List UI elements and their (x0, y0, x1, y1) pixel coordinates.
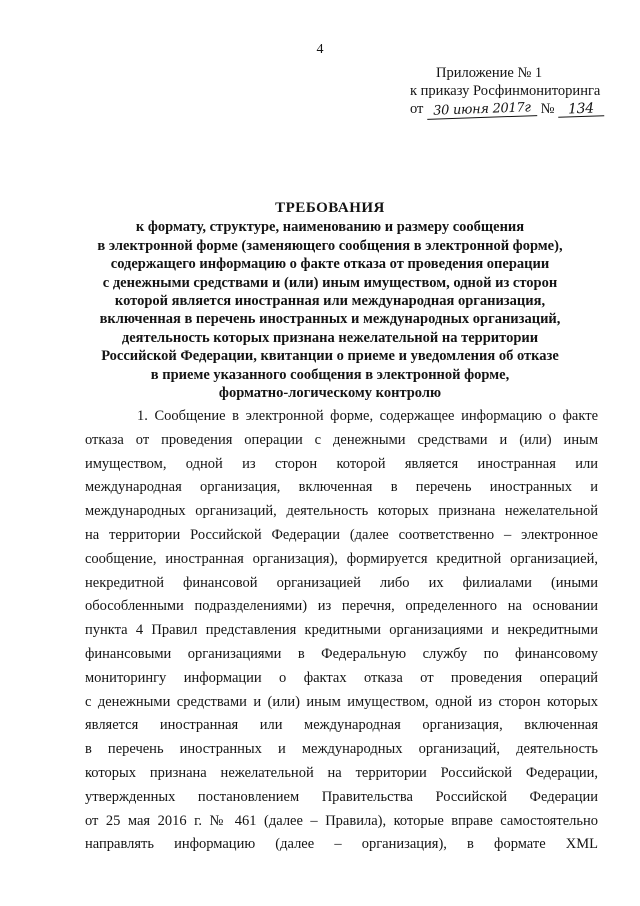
body-line: имуществом, одной из сторон которой является иностранная или (85, 455, 598, 472)
document-title (60, 199, 600, 402)
appendix-block (410, 64, 630, 118)
body-line: обособленными подразделениями) из перечня, определенного на основании (85, 598, 598, 615)
title-line: в приеме указанного сообщения в электронной форме, (150, 366, 510, 383)
body-line: международная организация, включенная в перечень иностранных и (85, 479, 598, 496)
body-line: является иностранная или международная организация, включенная (85, 717, 598, 734)
body-line: отказа от проведения операции с денежными средствами и (или) иным (85, 431, 598, 448)
page-number: 4 (316, 42, 324, 57)
body-line: 1. Сообщение в электронной форме, содержащее информацию о факте (137, 408, 598, 424)
body-line: финансовыми организациями в Федеральную службу по финансовому (85, 645, 598, 662)
body-line: утвержденных постановлением Правительства Российской Федерации (85, 788, 598, 805)
title-line: Российской Федерации, квитанции о приеме и уведомления об отказе (101, 348, 559, 365)
title-line: содержащего информацию о факте отказа от проведения операции (110, 256, 550, 273)
body-line: некредитной финансовой организацией либо их филиалами (иными (85, 574, 598, 591)
title-line: с денежными средствами и (или) иным имуществом, одной из сторон (102, 274, 558, 291)
handwritten-date: 30 июня 2017г (427, 101, 537, 120)
title-line: в электронной форме (заменяющего сообщения в электронной форме), (97, 237, 563, 254)
body-line: пункта 4 Правил представления кредитными организациями и некредитными (85, 622, 598, 639)
body-line: на территории Российской Федерации (далее соответственно – электронное (85, 526, 598, 543)
title-heading: ТРЕБОВАНИЯ (275, 200, 385, 216)
title-line: форматно-логическому контролю (218, 385, 442, 402)
appendix-number-label: № (540, 101, 555, 117)
body-line: сообщение, иностранная организация), формируется кредитной организацией, (85, 550, 598, 567)
body-line: которых признана нежелательной на территории Российской Федерации, (85, 764, 598, 781)
body-paragraph (85, 405, 598, 857)
body-line: от 25 мая 2016 г. № 461 (далее – Правила), которые вправе самостоятельно (85, 812, 598, 829)
appendix-title: Приложение № 1 (436, 65, 543, 81)
appendix-date-line (410, 100, 630, 118)
body-line: в перечень иностранных и международных организаций, деятельность (85, 741, 598, 758)
title-line: деятельность которых признана нежелательной на территории (121, 329, 539, 346)
appendix-order-reference: к приказу Росфинмониторинга (410, 83, 601, 99)
title-line: которой является иностранная или международная организация, (114, 293, 546, 310)
body-line: мониторингу информации о фактах отказа от проведения операций (85, 669, 598, 686)
appendix-date-prefix: от (410, 101, 424, 117)
title-line: к формату, структуре, наименованию и размеру сообщения (135, 219, 525, 236)
handwritten-number: 134 (558, 101, 604, 118)
title-line: включенная в перечень иностранных и международных организаций, (99, 311, 561, 328)
body-line: с денежными средствами и (или) иным имуществом, одной из сторон которых (85, 693, 598, 710)
body-line: международных организаций, деятельность которых признана нежелательной (85, 503, 598, 520)
body-line: направлять информацию (далее – организация), в формате XML (85, 836, 598, 853)
